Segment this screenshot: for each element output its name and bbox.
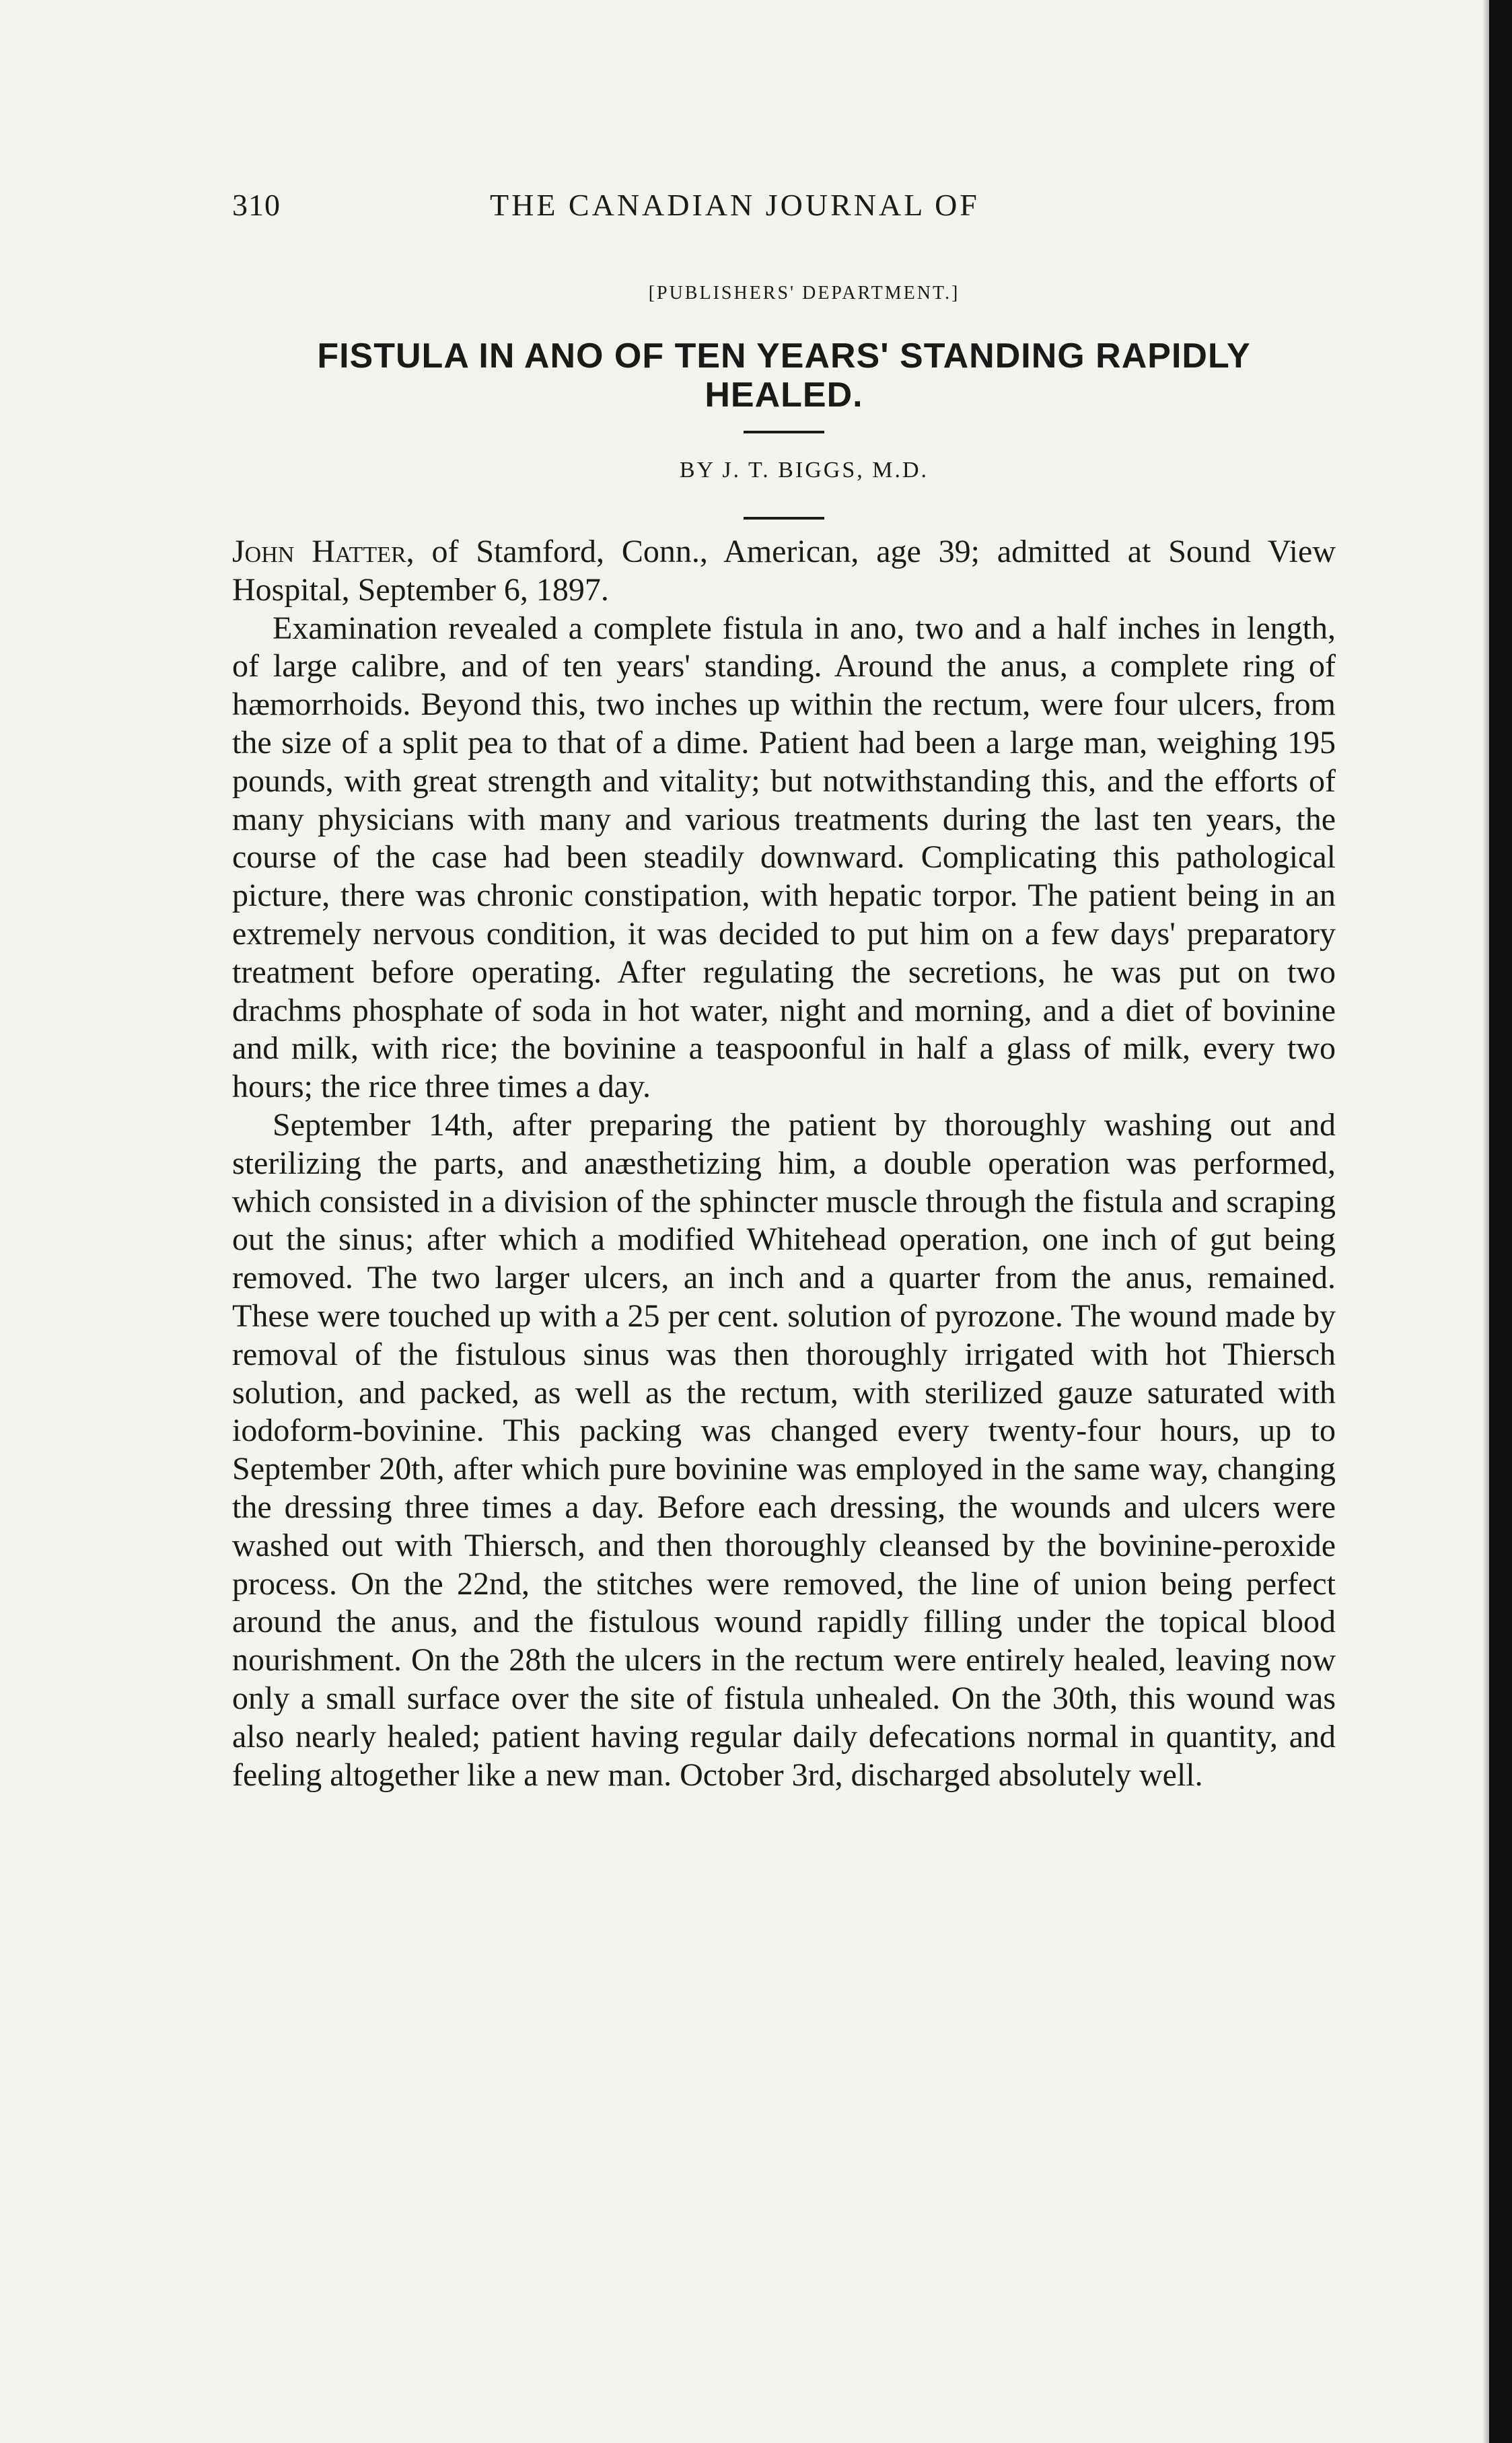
byline: BY J. T. BIGGS, M.D. — [679, 458, 929, 483]
article-title-line-1: FISTULA IN ANO OF TEN YEARS' STANDING RAPIDLY — [317, 337, 1251, 376]
journal-title: THE CANADIAN JOURNAL OF — [490, 188, 980, 222]
binding-shadow — [1482, 0, 1489, 2443]
patient-name: John Hatter — [232, 534, 406, 569]
page-number: 310 — [232, 188, 281, 222]
paragraph-1-text: , of Stamford, Conn., American, age 39; admitted at Sound View Hospital, September 6, 1897. — [232, 534, 1336, 608]
paragraph-3: September 14th, after preparing the patient by thoroughly washing out and sterilizing the parts, and anæsthetizing him, a double operation was performed, which consisted in a division of the sphincter muscle through the fistula and scraping out the sinus; after which a modified Whitehead operation, one inch of gut being removed. The two larger ulcers, an inch and a quarter from the anus, remained. These were touched up with a 25 per cent. solution of pyrozone. The wound made by removal of the fistulous sinus was then thoroughly irrigated with hot Thiersch solution, and packed, as well as the rectum, with sterilized gauze saturated with iodoform-bovinine. This packing was changed every twenty-four hours, up to September 20th, after which pure bovinine was employed in the same way, changing the dressing three times a day. Before each dressing, the wounds and ulcers were washed out with Thiersch, and then thoroughly cleansed by the bovinine-peroxide process. On the 22nd, the stitches were removed, the line of union being perfect around the anus, and the fistulous wound rapidly filling under the topical blood nourishment. On the 28th the ulcers in the rectum were entirely healed, leaving now only a small surface over the site of fistula unhealed. On the 30th, this wound was also nearly healed; patient having regular daily defecations normal in quantity, and feeling altogether like a new man. October 3rd, discharged absolutely well. — [232, 1106, 1336, 1793]
byline-rule — [744, 517, 824, 520]
article-title-line-2: HEALED. — [705, 376, 863, 415]
title-rule — [744, 431, 824, 433]
department-label: [PUBLISHERS' DEPARTMENT.] — [648, 283, 960, 304]
paragraph-2: Examination revealed a complete fistula in ano, two and a half inches in length, of large calibre, and of ten years' standing. Around the anus, a complete ring of hæmorrhoids. Beyond this, two inches up within the rectum, were four ulcers, from the size of a split pea to that of a dime. Patient had been a large man, weighing 195 pounds, with great strength and vitality; but notwithstanding this, and the efforts of many physicians with many and various treatments during the last ten years, the course of the case had been steadily downward. Complicating this pathological picture, there was chronic constipation, with hepatic torpor. The patient being in an extremely nervous condition, it was decided to put him on a few days' preparatory treatment before operating. After regulating the secretions, he was put on two drachms phosphate of soda in hot water, night and morning, and a diet of bovinine and milk, with rice; the bovinine a teaspoonful in half a glass of milk, every two hours; the rice three times a day. — [232, 610, 1336, 1105]
article-body — [232, 533, 1336, 1794]
article-title — [232, 337, 1336, 415]
paragraph-1 — [232, 533, 1336, 610]
running-head — [232, 187, 1336, 234]
binding-edge — [1489, 0, 1512, 2443]
